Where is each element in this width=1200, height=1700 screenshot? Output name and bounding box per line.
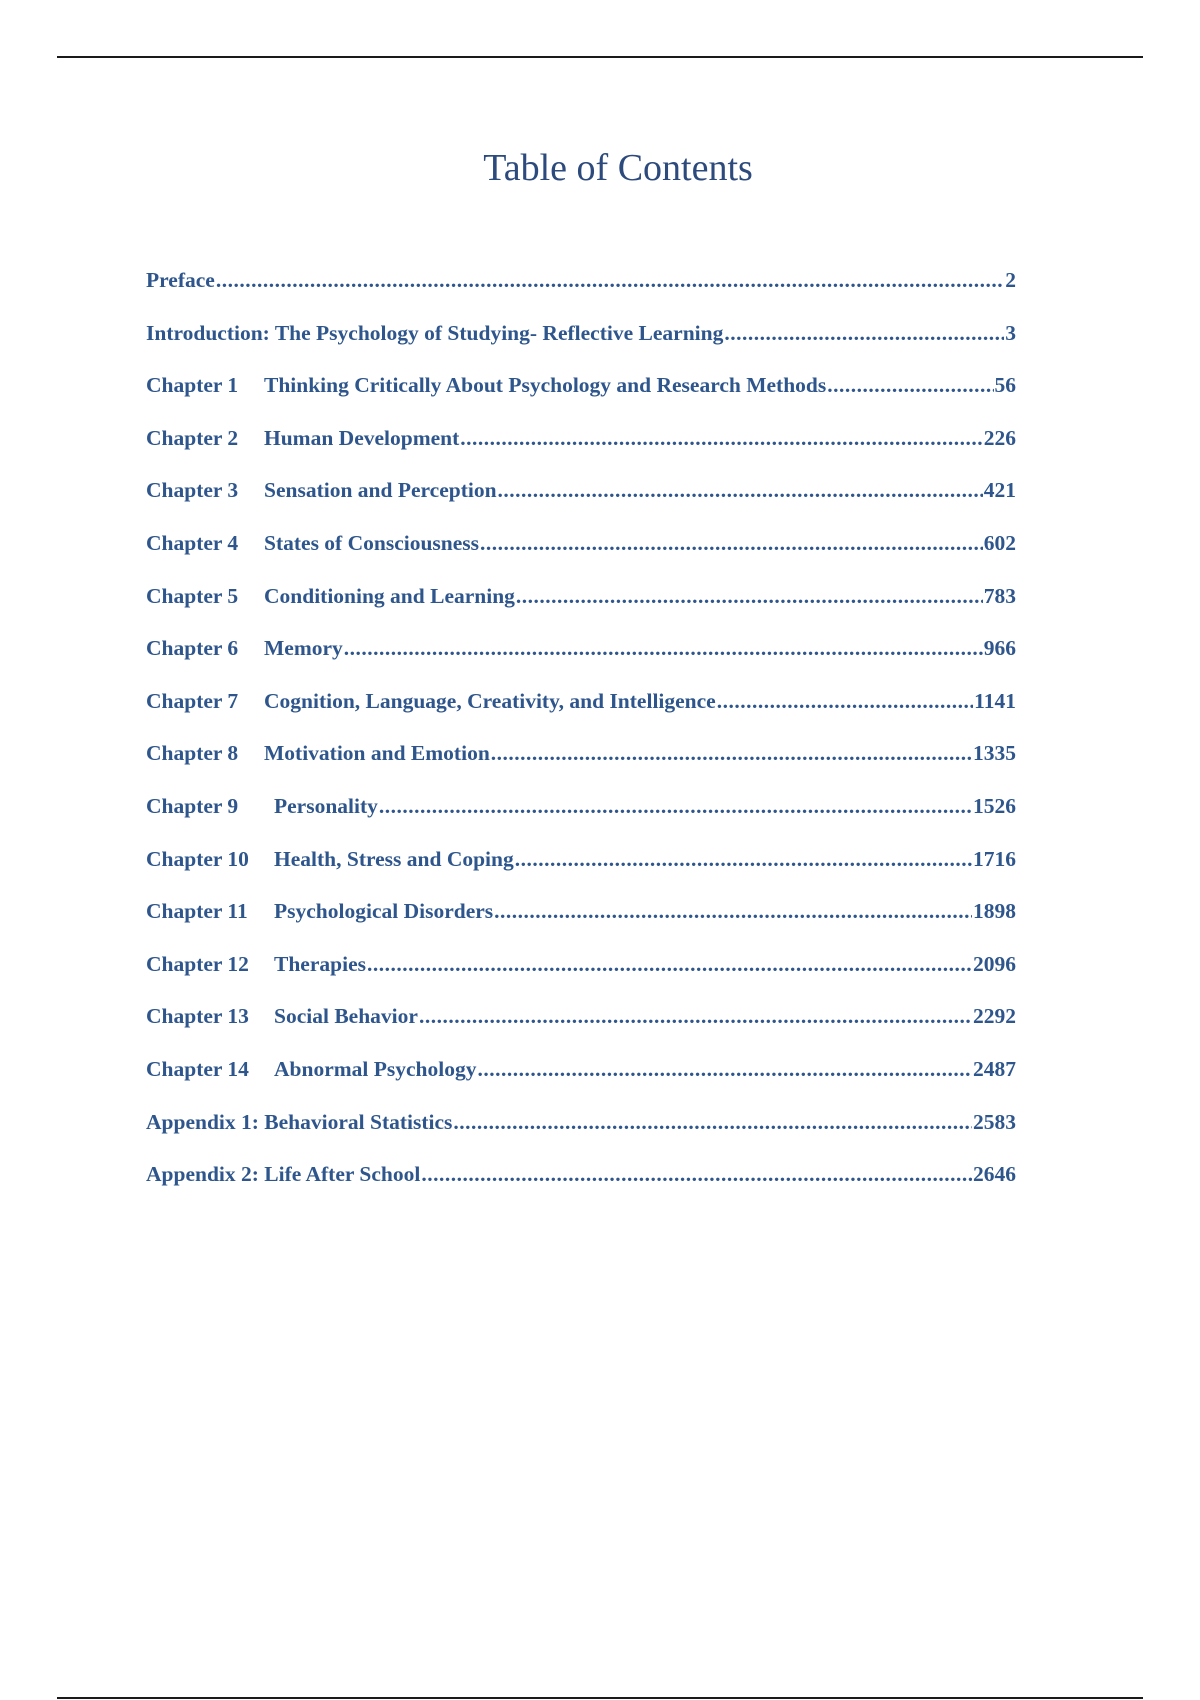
toc-entry-label: Chapter 1 Thinking Critically About Psychology and Research Methods — [146, 373, 827, 398]
toc-list — [146, 268, 1016, 1215]
chapter-number: Chapter 5 — [146, 583, 239, 608]
toc-entry-label: Appendix 1: Behavioral Statistics — [146, 1109, 453, 1134]
chapter-number: Chapter 3 — [146, 478, 239, 503]
toc-entry-label: Chapter 3 Sensation and Perception — [146, 478, 497, 503]
toc-entry-chapter-2[interactable] — [146, 426, 1016, 479]
toc-entry-label: Chapter 14 Abnormal Psychology — [146, 1056, 477, 1081]
toc-entry-chapter-7[interactable] — [146, 689, 1016, 742]
dot-leader — [491, 741, 972, 766]
toc-entry-label: Chapter 6 Memory — [146, 636, 343, 661]
toc-entry-chapter-10[interactable] — [146, 847, 1016, 900]
toc-entry-appendix-2[interactable] — [146, 1162, 1016, 1215]
toc-entry-label: Chapter 13 Social Behavior — [146, 1004, 418, 1029]
toc-entry-page: 2646 — [973, 1162, 1016, 1187]
toc-entry-page: 2096 — [973, 951, 1016, 976]
chapter-number: Chapter 6 — [146, 636, 239, 661]
toc-entry-label: Chapter 9 Personality — [146, 793, 378, 818]
toc-entry-page: 2487 — [973, 1056, 1016, 1081]
toc-entry-chapter-12[interactable] — [146, 952, 1016, 1005]
toc-entry-page: 2583 — [973, 1109, 1016, 1134]
dot-leader — [421, 1162, 972, 1187]
toc-entry-chapter-8[interactable] — [146, 741, 1016, 794]
dot-leader — [367, 952, 972, 977]
toc-entry-page: 783 — [983, 583, 1016, 608]
toc-entry-chapter-3[interactable] — [146, 478, 1016, 531]
toc-entry-chapter-14[interactable] — [146, 1057, 1016, 1110]
dot-leader — [717, 689, 973, 714]
chapter-number: Chapter 4 — [146, 530, 239, 555]
dot-leader — [498, 478, 983, 503]
chapter-number: Chapter 12 — [146, 951, 249, 976]
dot-leader — [379, 794, 972, 819]
toc-entry-page: 56 — [994, 373, 1016, 398]
toc-entry-appendix-1[interactable] — [146, 1110, 1016, 1163]
header-rule — [57, 56, 1143, 58]
toc-entry-page: 226 — [983, 425, 1016, 450]
dot-leader — [827, 373, 993, 398]
toc-entry-label: Preface — [146, 268, 215, 292]
dot-leader — [494, 899, 972, 924]
chapter-number: Chapter 13 — [146, 1004, 249, 1029]
page-title: Table of Contents — [483, 147, 753, 189]
toc-entry-label: Chapter 10 Health, Stress and Coping — [146, 846, 514, 871]
chapter-number: Chapter 11 — [146, 899, 248, 924]
toc-entry-chapter-6[interactable] — [146, 636, 1016, 689]
toc-entry-page: 1335 — [973, 741, 1016, 766]
chapter-number: Chapter 10 — [146, 846, 249, 871]
chapter-number: Chapter 8 — [146, 741, 239, 766]
toc-entry-page: 421 — [983, 478, 1016, 503]
chapter-number: Chapter 2 — [146, 425, 239, 450]
toc-entry-preface[interactable] — [146, 268, 1016, 321]
toc-entry-page: 2292 — [973, 1004, 1016, 1029]
toc-entry-chapter-4[interactable] — [146, 531, 1016, 584]
chapter-number: Chapter 14 — [146, 1056, 249, 1081]
toc-entry-page: 1141 — [974, 688, 1016, 713]
toc-entry-label: Chapter 7 Cognition, Language, Creativity, and Intelligence — [146, 688, 716, 713]
toc-entry-page: 3 — [1005, 320, 1016, 345]
dot-leader — [216, 268, 1004, 293]
dot-leader — [724, 321, 1004, 346]
toc-entry-page: 966 — [983, 636, 1016, 661]
toc-entry-chapter-5[interactable] — [146, 584, 1016, 637]
toc-entry-label: Chapter 8 Motivation and Emotion — [146, 741, 490, 766]
toc-entry-label: Chapter 2 Human Development — [146, 425, 460, 450]
chapter-number: Chapter 9 — [146, 793, 239, 818]
toc-entry-label: Chapter 11 Psychological Disorders — [146, 899, 494, 924]
toc-entry-page: 2 — [1005, 268, 1016, 292]
toc-entry-introduction[interactable] — [146, 321, 1016, 374]
dot-leader — [477, 1057, 972, 1082]
chapter-number: Chapter 7 — [146, 688, 239, 713]
dot-leader — [344, 636, 983, 661]
toc-entry-page: 1898 — [973, 899, 1016, 924]
toc-entry-chapter-1[interactable] — [146, 373, 1016, 426]
toc-entry-label: Chapter 4 States of Consciousness — [146, 530, 480, 555]
dot-leader — [515, 847, 972, 872]
toc-entry-chapter-9[interactable] — [146, 794, 1016, 847]
dot-leader — [516, 584, 983, 609]
dot-leader — [460, 426, 982, 451]
toc-entry-label: Introduction: The Psychology of Studying- Reflective Learning — [146, 320, 724, 345]
footer-rule — [57, 1697, 1143, 1699]
toc-entry-chapter-13[interactable] — [146, 1004, 1016, 1057]
chapter-number: Chapter 1 — [146, 373, 239, 398]
toc-entry-label: Chapter 12 Therapies — [146, 951, 366, 976]
dot-leader — [480, 531, 983, 556]
toc-entry-page: 602 — [983, 530, 1016, 555]
dot-leader — [453, 1110, 972, 1135]
toc-entry-label: Chapter 5 Conditioning and Learning — [146, 583, 515, 608]
dot-leader — [419, 1004, 972, 1029]
toc-entry-page: 1526 — [973, 793, 1016, 818]
toc-entry-chapter-11[interactable] — [146, 899, 1016, 952]
toc-entry-label: Appendix 2: Life After School — [146, 1162, 421, 1187]
toc-entry-page: 1716 — [973, 846, 1016, 871]
